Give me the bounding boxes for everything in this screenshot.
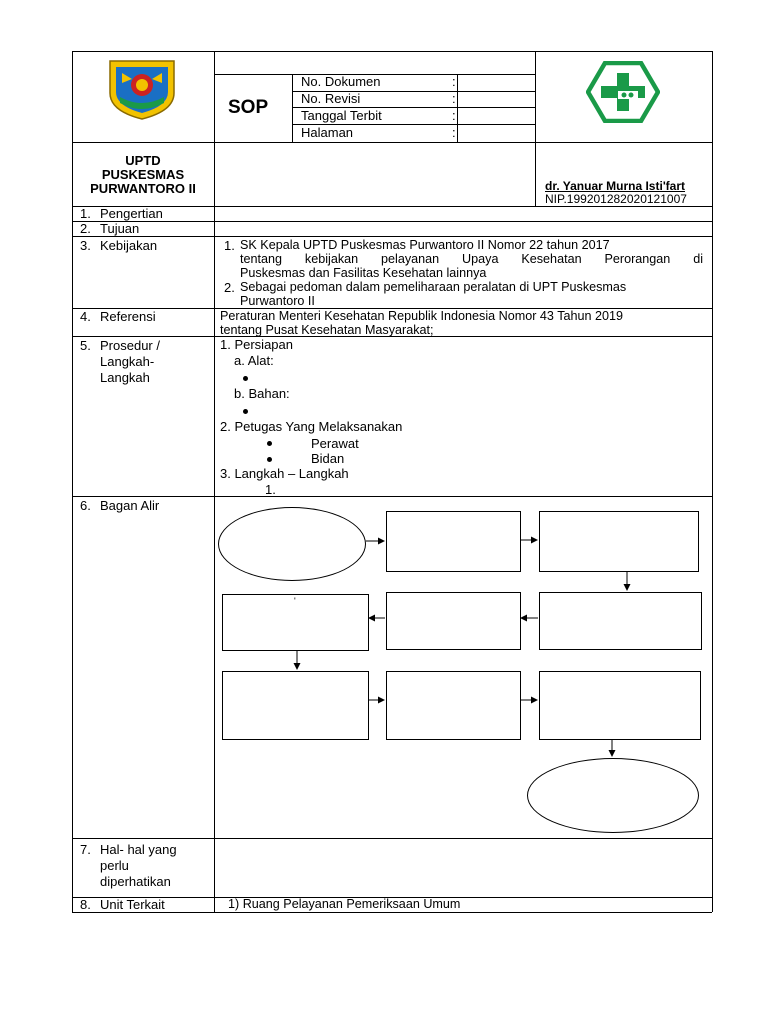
org-name-line1: UPTD bbox=[125, 153, 161, 168]
petugas-item-perawat: Perawat bbox=[311, 436, 359, 451]
section-label-kebijakan: Kebijakan bbox=[100, 238, 158, 253]
section-num-pengertian: 1. bbox=[80, 206, 91, 221]
kebijakan-item2-line1: Sebagai pedoman dalam pemeliharaan peralatan di UPT Puskesmas bbox=[240, 280, 627, 294]
section-label-hal-1: Hal- hal yang bbox=[100, 842, 177, 857]
doc-field-no-revisi: No. Revisi bbox=[301, 91, 361, 106]
doc-field-halaman-sep: : bbox=[452, 125, 456, 140]
kebijakan-item1-line2: tentang kebijakan pelayanan Upaya Kesehatan Perorangan di bbox=[240, 252, 703, 266]
referensi-line2: tentang Pusat Kesehatan Masyarakat; bbox=[220, 323, 434, 337]
kebijakan-item1-num: 1. bbox=[224, 238, 235, 253]
referensi-line1: Peraturan Menteri Kesehatan Republik Indonesia Nomor 43 Tahun 2019 bbox=[220, 309, 624, 323]
prosedur-alat: a. Alat: bbox=[234, 353, 274, 368]
prosedur-langkah: 3. Langkah – Langkah bbox=[220, 466, 349, 481]
kebijakan-item1-line1: SK Kepala UPTD Puskesmas Purwantoro II Nomor 22 tahun 2017 bbox=[240, 238, 610, 252]
signer-nip: NIP.199201282020121007 bbox=[545, 192, 687, 206]
section-label-prosedur-3: Langkah bbox=[100, 370, 150, 385]
petugas-item-bidan: Bidan bbox=[311, 451, 345, 466]
flow-box-5-mark: ' bbox=[294, 596, 296, 606]
section-label-prosedur-2: Langkah- bbox=[100, 354, 155, 369]
section-num-bagan-alir: 6. bbox=[80, 498, 91, 513]
section-label-hal-3: diperhatikan bbox=[100, 874, 171, 889]
prosedur-persiapan: 1. Persiapan bbox=[220, 337, 293, 352]
kebijakan-item1-line3: Puskesmas dan Fasilitas Kesehatan lainnya bbox=[240, 266, 487, 280]
section-label-bagan-alir: Bagan Alir bbox=[100, 498, 160, 513]
signer-name: dr. Yanuar Murna Isti'fart bbox=[545, 179, 686, 193]
section-num-unit: 8. bbox=[80, 897, 91, 912]
org-name-line3: PURWANTORO II bbox=[90, 181, 196, 196]
doc-field-no-dokumen-sep: : bbox=[452, 74, 456, 89]
org-name-line2: PUSKESMAS bbox=[101, 167, 185, 182]
doc-field-no-dokumen: No. Dokumen bbox=[301, 74, 381, 89]
section-label-unit: Unit Terkait bbox=[100, 897, 165, 912]
unit-item-1: 1) Ruang Pelayanan Pemeriksaan Umum bbox=[228, 897, 461, 911]
section-num-prosedur: 5. bbox=[80, 338, 91, 353]
section-label-hal-2: perlu bbox=[100, 858, 129, 873]
section-label-prosedur-1: Prosedur / bbox=[100, 338, 160, 353]
section-num-referensi: 4. bbox=[80, 309, 91, 324]
section-num-kebijakan: 3. bbox=[80, 238, 91, 253]
doc-field-tanggal-terbit: Tanggal Terbit bbox=[301, 108, 382, 123]
section-label-referensi: Referensi bbox=[100, 309, 156, 324]
doc-field-halaman: Halaman bbox=[301, 125, 354, 140]
sop-label: SOP bbox=[228, 97, 269, 118]
prosedur-bahan: b. Bahan: bbox=[234, 386, 290, 401]
kebijakan-item2-line2: Purwantoro II bbox=[240, 294, 315, 308]
section-label-tujuan: Tujuan bbox=[100, 221, 140, 236]
section-num-hal: 7. bbox=[80, 842, 91, 857]
section-label-pengertian: Pengertian bbox=[100, 206, 163, 221]
section-num-tujuan: 2. bbox=[80, 221, 91, 236]
prosedur-langkah-first: 1. bbox=[265, 482, 276, 497]
kebijakan-item2-num: 2. bbox=[224, 280, 235, 295]
doc-field-no-revisi-sep: : bbox=[452, 91, 456, 106]
doc-field-tanggal-terbit-sep: : bbox=[452, 108, 456, 123]
prosedur-petugas: 2. Petugas Yang Melaksanakan bbox=[220, 419, 403, 434]
